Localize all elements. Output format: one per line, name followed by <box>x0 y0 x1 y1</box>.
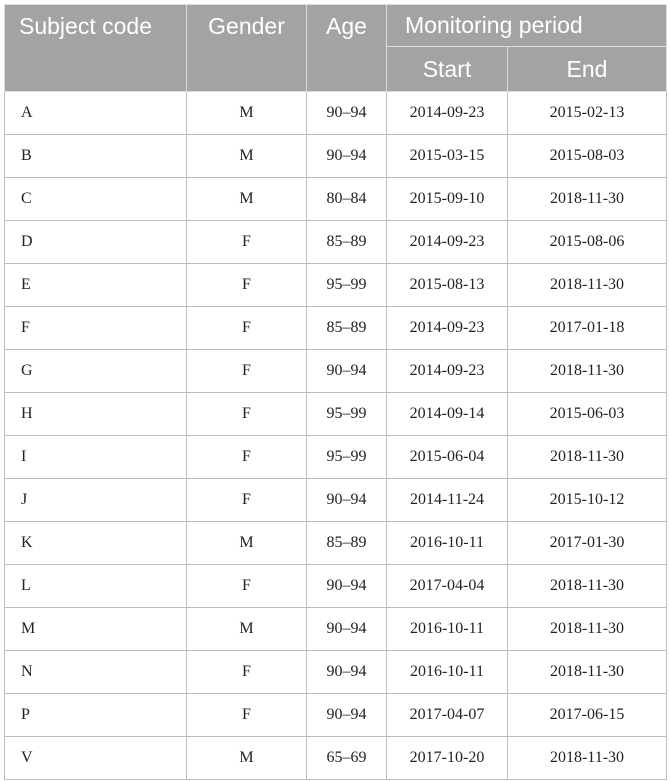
table-row <box>5 694 667 737</box>
cell-end-date: 2015-08-03 <box>508 135 667 178</box>
cell-age: 90–94 <box>307 479 387 522</box>
cell-gender: F <box>187 350 307 393</box>
table-row <box>5 92 667 135</box>
cell-age: 85–89 <box>307 522 387 565</box>
table-row <box>5 221 667 264</box>
cell-start-date: 2015-08-13 <box>387 264 508 307</box>
cell-age: 85–89 <box>307 221 387 264</box>
cell-start-date: 2014-09-23 <box>387 307 508 350</box>
subjects-table <box>4 4 667 780</box>
cell-gender: F <box>187 479 307 522</box>
cell-start-date: 2014-09-14 <box>387 393 508 436</box>
cell-end-date: 2017-06-15 <box>508 694 667 737</box>
cell-subject-code: J <box>5 479 187 522</box>
cell-end-date: 2018-11-30 <box>508 178 667 221</box>
table-row <box>5 135 667 178</box>
table-row <box>5 565 667 608</box>
cell-end-date: 2018-11-30 <box>508 436 667 479</box>
cell-end-date: 2015-08-06 <box>508 221 667 264</box>
cell-subject-code: G <box>5 350 187 393</box>
cell-subject-code: D <box>5 221 187 264</box>
cell-gender: F <box>187 565 307 608</box>
cell-gender: M <box>187 92 307 135</box>
cell-start-date: 2014-09-23 <box>387 350 508 393</box>
cell-start-date: 2016-10-11 <box>387 522 508 565</box>
cell-age: 85–89 <box>307 307 387 350</box>
table-row <box>5 737 667 780</box>
cell-age: 95–99 <box>307 436 387 479</box>
cell-subject-code: M <box>5 608 187 651</box>
table-row <box>5 651 667 694</box>
cell-start-date: 2017-04-04 <box>387 565 508 608</box>
cell-end-date: 2015-10-12 <box>508 479 667 522</box>
cell-end-date: 2018-11-30 <box>508 565 667 608</box>
cell-start-date: 2015-03-15 <box>387 135 508 178</box>
cell-age: 90–94 <box>307 565 387 608</box>
header-subject-code: Subject code <box>5 5 187 92</box>
cell-subject-code: C <box>5 178 187 221</box>
cell-age: 90–94 <box>307 694 387 737</box>
cell-subject-code: F <box>5 307 187 350</box>
cell-gender: F <box>187 393 307 436</box>
header-monitoring-period: Monitoring period <box>387 5 667 47</box>
cell-end-date: 2017-01-30 <box>508 522 667 565</box>
cell-start-date: 2017-10-20 <box>387 737 508 780</box>
cell-subject-code: K <box>5 522 187 565</box>
table-row <box>5 436 667 479</box>
cell-start-date: 2017-04-07 <box>387 694 508 737</box>
cell-end-date: 2018-11-30 <box>508 651 667 694</box>
cell-start-date: 2014-09-23 <box>387 92 508 135</box>
table-row <box>5 307 667 350</box>
cell-age: 90–94 <box>307 651 387 694</box>
table-row <box>5 522 667 565</box>
cell-gender: F <box>187 264 307 307</box>
cell-gender: F <box>187 651 307 694</box>
cell-gender: F <box>187 436 307 479</box>
header-start: Start <box>387 47 508 92</box>
cell-age: 90–94 <box>307 608 387 651</box>
cell-age: 65–69 <box>307 737 387 780</box>
table-container <box>4 4 666 780</box>
cell-subject-code: N <box>5 651 187 694</box>
table-row <box>5 178 667 221</box>
cell-start-date: 2014-09-23 <box>387 221 508 264</box>
table-row <box>5 608 667 651</box>
cell-gender: F <box>187 221 307 264</box>
cell-age: 95–99 <box>307 393 387 436</box>
cell-end-date: 2015-06-03 <box>508 393 667 436</box>
cell-age: 90–94 <box>307 92 387 135</box>
header-end: End <box>508 47 667 92</box>
cell-gender: F <box>187 307 307 350</box>
cell-subject-code: B <box>5 135 187 178</box>
cell-end-date: 2018-11-30 <box>508 608 667 651</box>
cell-start-date: 2016-10-11 <box>387 608 508 651</box>
cell-subject-code: E <box>5 264 187 307</box>
cell-end-date: 2015-02-13 <box>508 92 667 135</box>
cell-age: 80–84 <box>307 178 387 221</box>
cell-subject-code: H <box>5 393 187 436</box>
cell-gender: M <box>187 135 307 178</box>
header-age: Age <box>307 5 387 92</box>
cell-subject-code: I <box>5 436 187 479</box>
table-row <box>5 479 667 522</box>
cell-end-date: 2018-11-30 <box>508 264 667 307</box>
cell-age: 95–99 <box>307 264 387 307</box>
cell-end-date: 2017-01-18 <box>508 307 667 350</box>
table-row <box>5 350 667 393</box>
cell-subject-code: L <box>5 565 187 608</box>
cell-start-date: 2015-06-04 <box>387 436 508 479</box>
cell-gender: F <box>187 694 307 737</box>
header-gender: Gender <box>187 5 307 92</box>
cell-start-date: 2015-09-10 <box>387 178 508 221</box>
cell-gender: M <box>187 737 307 780</box>
table-row <box>5 264 667 307</box>
cell-gender: M <box>187 522 307 565</box>
cell-subject-code: A <box>5 92 187 135</box>
cell-end-date: 2018-11-30 <box>508 737 667 780</box>
cell-gender: M <box>187 178 307 221</box>
table-body <box>5 92 667 780</box>
cell-age: 90–94 <box>307 135 387 178</box>
cell-end-date: 2018-11-30 <box>508 350 667 393</box>
cell-subject-code: V <box>5 737 187 780</box>
table-header <box>5 5 667 92</box>
cell-gender: M <box>187 608 307 651</box>
cell-start-date: 2014-11-24 <box>387 479 508 522</box>
cell-start-date: 2016-10-11 <box>387 651 508 694</box>
cell-subject-code: P <box>5 694 187 737</box>
table-row <box>5 393 667 436</box>
cell-age: 90–94 <box>307 350 387 393</box>
